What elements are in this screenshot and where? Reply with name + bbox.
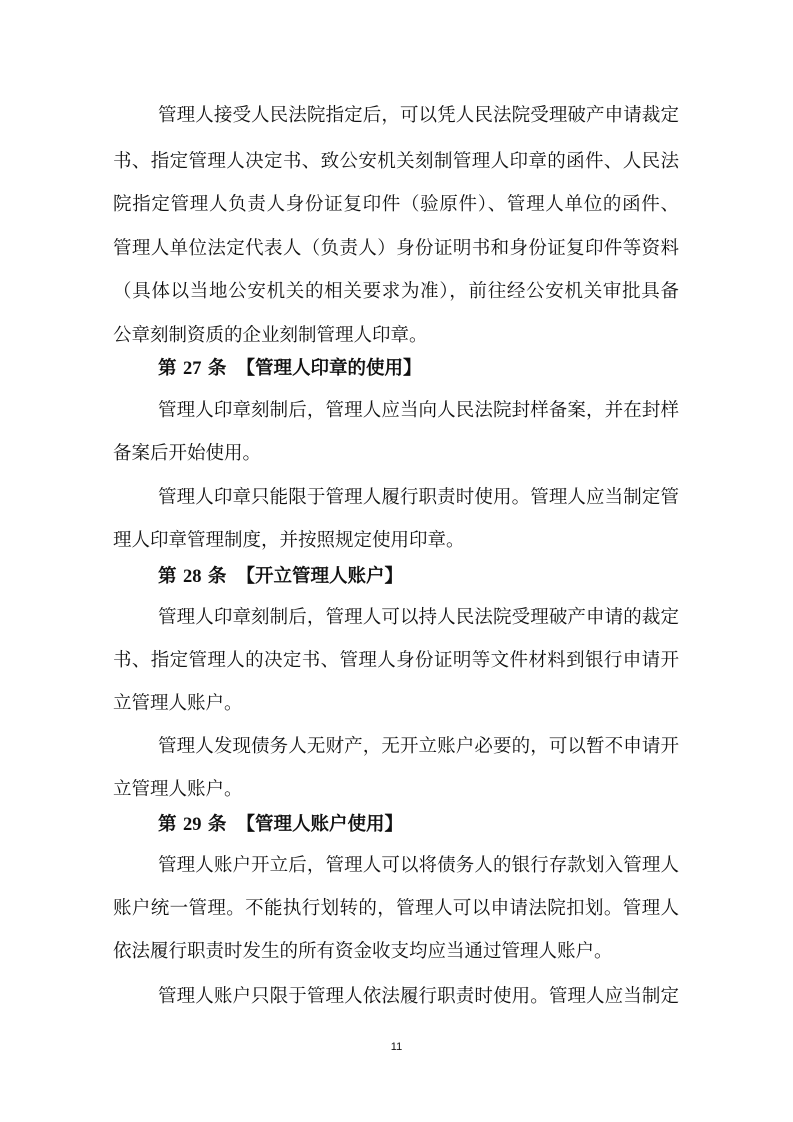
article-suffix: 条 — [207, 566, 227, 587]
paragraph-line: 院指定管理人负责人身份证复印件（验原件）、管理人单位的函件、 — [113, 194, 679, 215]
paragraph-line: 书、指定管理人的决定书、管理人身份证明等文件材料到银行申请开 — [113, 650, 679, 671]
paragraph-line: 管理人印章刻制后，管理人应当向人民法院封样备案，并在封样 — [158, 400, 679, 421]
paragraph-line: 管理人印章刻制后，管理人可以持人民法院受理破产申请的裁定 — [158, 607, 679, 628]
article-title: 【管理人账户使用】 — [236, 814, 403, 835]
paragraph-line: 管理人发现债务人无财产，无开立账户必要的，可以暂不申请开 — [158, 736, 679, 757]
article-number: 29 — [182, 815, 202, 835]
paragraph-line: 公章刻制资质的企业刻制管理人印章。 — [113, 325, 428, 346]
article-prefix: 第 — [158, 358, 177, 379]
paragraph-line: 账户统一管理。不能执行划转的，管理人可以申请法院扣划。管理人 — [113, 898, 679, 919]
article-title: 【管理人印章的使用】 — [236, 358, 422, 379]
paragraph-line: 管理人单位法定代表人（负责人）身份证明书和身份证复印件等资料 — [113, 238, 679, 259]
paragraph-line: 管理人账户只限于管理人依法履行职责时使用。管理人应当制定 — [158, 986, 679, 1007]
article-prefix: 第 — [158, 566, 177, 587]
article-suffix: 条 — [207, 814, 227, 835]
paragraph-line: 立管理人账户。 — [113, 693, 243, 714]
paragraph-line: 管理人接受人民法院指定后，可以凭人民法院受理破产申请裁定 — [158, 105, 679, 126]
page-number: 11 — [390, 1041, 403, 1053]
paragraph-line: 管理人账户开立后，管理人可以将债务人的银行存款划入管理人 — [158, 855, 679, 876]
paragraph-line: 依法履行职责时发生的所有资金收支均应当通过管理人账户。 — [113, 941, 613, 962]
article-prefix: 第 — [158, 814, 177, 835]
paragraph-line: 理人印章管理制度，并按照规定使用印章。 — [113, 530, 465, 551]
article-title: 【开立管理人账户】 — [236, 566, 403, 587]
article-heading-27 — [158, 357, 421, 381]
paragraph-line: 书、指定管理人决定书、致公安机关刻制管理人印章的函件、人民法 — [113, 151, 679, 172]
article-suffix: 条 — [207, 358, 227, 379]
article-heading-28 — [158, 565, 403, 589]
paragraph-line: 管理人印章只能限于管理人履行职责时使用。管理人应当制定管 — [158, 487, 679, 508]
paragraph-line: 立管理人账户。 — [113, 779, 243, 800]
article-number: 28 — [182, 567, 202, 587]
paragraph-line: 备案后开始使用。 — [113, 443, 262, 464]
article-number: 27 — [182, 359, 202, 379]
paragraph-line: （具体以当地公安机关的相关要求为准），前往经公安机关审批具备 — [113, 281, 679, 302]
article-heading-29 — [158, 813, 403, 837]
